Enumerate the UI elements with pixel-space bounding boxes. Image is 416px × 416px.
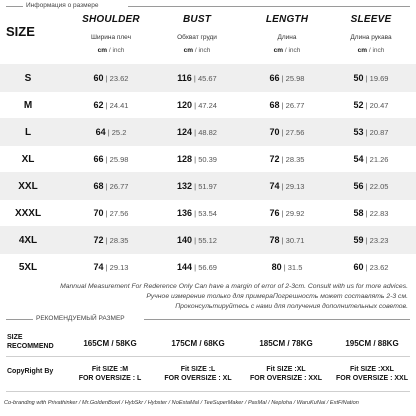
- size-label: M: [23, 100, 33, 111]
- table-row: [0, 64, 416, 92]
- measurement-cell: 72 | 28.35: [269, 154, 305, 164]
- fit-oversize: FOR OVERSIZE : XL: [164, 375, 232, 382]
- table-row: [0, 91, 416, 119]
- measurement-cell: 72 | 28.35: [93, 235, 129, 245]
- header-ru: Длина: [277, 34, 297, 41]
- recommend-header: [6, 315, 410, 324]
- measurement-cell: 68 | 26.77: [93, 181, 129, 191]
- table-row: [0, 172, 416, 200]
- measurement-cell: 59 | 23.23: [353, 235, 389, 245]
- fit-oversize: FOR OVERSIZE : L: [78, 375, 142, 382]
- fit-oversize: FOR OVERSIZE : XXL: [250, 375, 322, 382]
- measurement-cell: 70 | 27.56: [93, 208, 129, 218]
- measurement-cell: 66 | 25.98: [269, 73, 305, 83]
- fit-size: Fit SIZE :M: [91, 366, 129, 373]
- cobrand-footer: Co-branding with Privathinker / Mr.GoldenBowl / HybSkr / Hybster / NoEstaMal / TeeSuperMaker / PasMal / Neploha / WaruKuNai / ExtFiNation: [4, 400, 359, 406]
- measurement-note-en: Mannual Measurement For Rederence Only Can have a margin of error of 2-3cm. Consult with us for more advices.: [60, 283, 408, 290]
- measurement-cell: 80 | 31.5: [271, 262, 303, 272]
- header-en: SLEEVE: [350, 14, 392, 25]
- measurement-cell: 60 | 23.62: [353, 262, 389, 272]
- measurement-cell: 52 | 20.47: [353, 100, 389, 110]
- header-unit: cm / inch: [273, 47, 301, 54]
- measurement-cell: 140 | 55.12: [177, 235, 217, 245]
- header-bust: [152, 14, 242, 54]
- size-column-title: SIZE: [6, 24, 35, 39]
- measurement-cell: 53 | 20.87: [353, 127, 389, 137]
- measurement-cell: 128 | 50.39: [177, 154, 217, 164]
- table-row: [0, 226, 416, 254]
- measurement-cell: 54 | 21.26: [353, 154, 389, 164]
- measurement-cell: 116 | 45.67: [177, 73, 217, 83]
- header-unit: cm / inch: [183, 47, 211, 54]
- fit-size: Fit SIZE :XL: [266, 366, 306, 373]
- measurement-cell: 120 | 47.24: [177, 100, 217, 110]
- size-label: 5XL: [18, 262, 38, 273]
- size-label: XXXL: [14, 208, 42, 219]
- measurement-cell: 56 | 22.05: [353, 181, 389, 191]
- header-ru: Обхват груди: [177, 34, 217, 41]
- fit-size: Fit SIZE :L: [180, 366, 216, 373]
- divider: [128, 6, 410, 7]
- measurement-cell: 68 | 26.77: [269, 100, 305, 110]
- measurement-cell: 78 | 30.71: [269, 235, 305, 245]
- measurement-cell: 66 | 25.98: [93, 154, 129, 164]
- recommend-cell: 175CM / 68KG: [171, 339, 225, 348]
- header-en: LENGTH: [265, 14, 309, 25]
- header-ru: Ширина плеч: [91, 34, 131, 41]
- measurement-cell: 62 | 24.41: [93, 100, 129, 110]
- measurement-cell: 136 | 53.54: [177, 208, 217, 218]
- header-en: SHOULDER: [82, 14, 140, 25]
- size-label: XXL: [18, 181, 38, 192]
- recommend-cell: 195CM / 88KG: [345, 339, 399, 348]
- fit-oversize: FOR OVERSIZE : XXL: [336, 375, 408, 382]
- table-row: [0, 145, 416, 173]
- divider: [6, 391, 410, 392]
- measurement-cell: 76 | 29.92: [269, 208, 305, 218]
- divider: [6, 319, 33, 320]
- size-label: XL: [21, 154, 35, 165]
- size-recommend-label: SIZE RECOMMEND: [7, 334, 54, 350]
- size-info-header: [6, 2, 410, 11]
- recommend-header-label: РЕКОМЕНДУЕМЫЙ РАЗМЕР: [36, 315, 125, 322]
- header-ru: Длина рукава: [350, 34, 392, 41]
- measurement-cell: 124 | 48.82: [177, 127, 217, 137]
- size-label: 4XL: [18, 235, 38, 246]
- measurement-cell: 58 | 22.83: [353, 208, 389, 218]
- measurement-cell: 74 | 29.13: [93, 262, 129, 272]
- measurement-cell: 132 | 51.97: [177, 181, 217, 191]
- measurement-cell: 144 | 56.69: [177, 262, 217, 272]
- header-sleeve: [326, 14, 416, 54]
- fit-size: Fit SIZE :XXL: [350, 366, 394, 373]
- size-label: L: [24, 127, 32, 138]
- measurement-cell: 70 | 27.56: [269, 127, 305, 137]
- recommend-cell: 165CM / 58KG: [83, 339, 137, 348]
- size-info-label: Информация о размере: [26, 2, 99, 9]
- size-label: S: [24, 73, 32, 84]
- measurement-cell: 50 | 19.69: [353, 73, 389, 83]
- measurement-cell: 74 | 29.13: [269, 181, 305, 191]
- measurement-cell: 64 | 25.2: [95, 127, 127, 137]
- header-length: [242, 14, 332, 54]
- measurement-note-ru-2: Проконсультируйтесь с нами для получения дополнительных советов.: [175, 303, 408, 310]
- table-row: [0, 118, 416, 146]
- divider: [144, 319, 410, 320]
- divider: [6, 6, 23, 7]
- copyright-label: CopyRight By: [7, 368, 54, 375]
- measurement-note-ru-1: Ручное измерение только для примераПогрешность может составлять 2-3 см.: [146, 293, 408, 300]
- table-row: [0, 199, 416, 227]
- recommend-cell: 185CM / 78KG: [259, 339, 313, 348]
- table-row: [0, 253, 416, 281]
- header-shoulder: [66, 14, 156, 54]
- header-en: BUST: [182, 14, 212, 25]
- divider: [6, 356, 410, 357]
- measurement-cell: 60 | 23.62: [93, 73, 129, 83]
- header-unit: cm / inch: [97, 47, 125, 54]
- header-unit: cm / inch: [357, 47, 385, 54]
